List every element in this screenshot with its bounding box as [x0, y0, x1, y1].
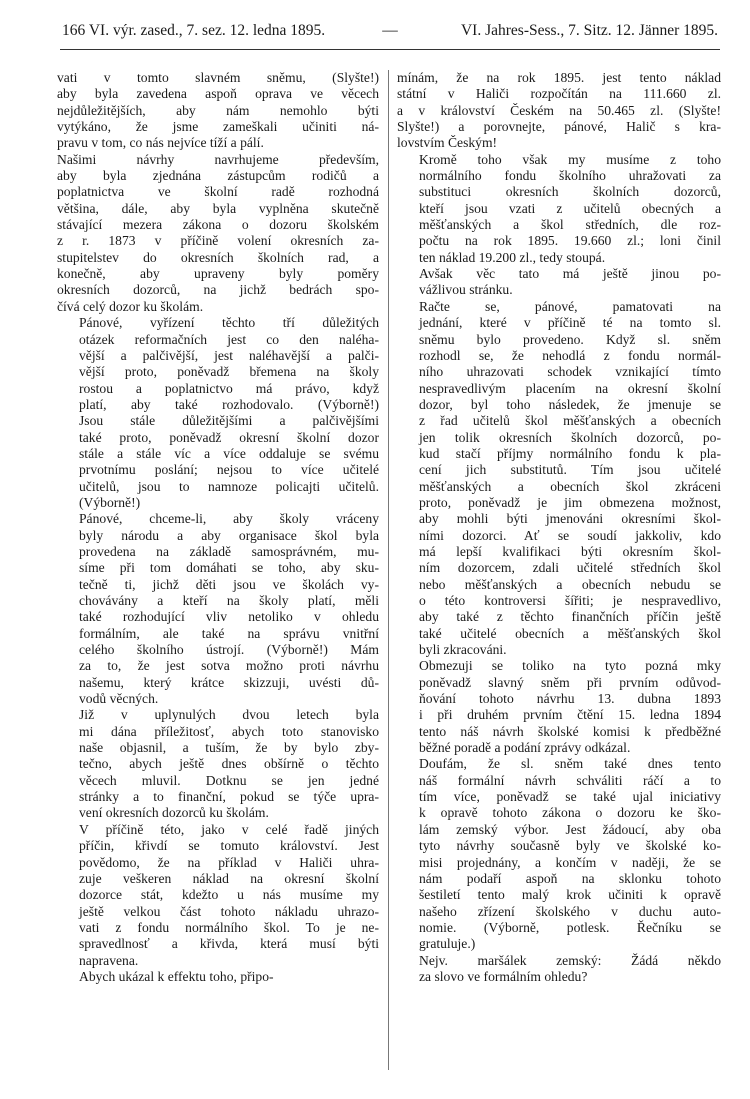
text-line: náš formální návrh schváliti ráčí a to — [419, 772, 721, 788]
text-line: měšťanských a obecních škol zkráceni — [419, 478, 721, 494]
text-line: učitelů, jsou to namnoze policajti učitelů. — [79, 478, 379, 494]
text-line: formálním, ale také na správu vnitřní — [79, 625, 379, 641]
header-rule — [60, 49, 720, 50]
text-line: státní v Haliči rozpočítán na 111.660 zl. — [397, 86, 721, 102]
paragraph — [397, 953, 721, 986]
text-line: mi dána příležitosť, abych toto stanovisko — [79, 723, 379, 739]
text-line: ten náklad 19.200 zl., tedy stoupá. — [419, 249, 606, 265]
paragraph — [57, 152, 379, 315]
text-line: konečně, aby upraveny byly poměry — [57, 266, 379, 282]
text-line: Kromě toho však my musíme z toho — [419, 151, 721, 167]
text-line: otázek reformačních jest co den naléha- — [79, 331, 379, 347]
paragraph — [57, 969, 379, 985]
text-line: i při druhém prvním čtění 15. ledna 1894 — [419, 707, 721, 723]
text-line: aby také z těchto finančních příčin ještě — [419, 609, 721, 625]
text-line: většina, dále, aby byla vyplněna skutečně — [57, 200, 379, 216]
text-line: kteří jsou vzati z učitelů obecných a — [419, 200, 721, 216]
text-line: Obmezuji se toliko na tyto pozná mky — [419, 658, 721, 674]
text-line: gratuluje.) — [419, 936, 476, 952]
text-line: dozor, byl toho následek, že jmenuje se — [419, 396, 721, 412]
text-line: stále a stále víc a více oddaluje se svému — [79, 445, 379, 461]
text-line: nespravedlivým placením na okresní školní — [419, 380, 721, 396]
paragraph — [397, 266, 721, 299]
left-column — [57, 70, 379, 985]
header-left: 166 VI. výr. zased., 7. sez. 12. ledna 1895. — [62, 22, 326, 39]
text-line: našemu, který krátce skizzuji, uvésti dů- — [79, 674, 379, 690]
text-line: provedena na základě samosprávném, mu- — [79, 543, 379, 559]
text-line: ještě velkou část tohoto nákladu uhrazo- — [79, 903, 379, 919]
text-line: a v království Českém na 50.465 zl. (Slyšte! — [397, 102, 721, 118]
text-line: stávající mezera zákona o dozoru školském — [57, 217, 379, 233]
text-line: spravedlnosť a křivda, která musí býti — [79, 936, 379, 952]
paragraph — [397, 152, 721, 266]
text-line: ního uhrazovati schodek vznikající tímto — [419, 364, 721, 380]
text-line: Doufám, že sl. sněm také dnes tento — [419, 756, 721, 772]
text-line: věcech mluvil. Dotknu se jen jedné — [79, 772, 379, 788]
right-column — [397, 70, 721, 985]
text-line: lám zemský výbor. Jest žádoucí, aby oba — [419, 821, 721, 837]
text-line: aby byla zjednána zástupcům rodičů a — [57, 168, 379, 184]
text-line: proto, poněvadž je jim obmezena možnost, — [419, 494, 721, 510]
text-line: příčin, křivdí se tomuto království. Jest — [79, 838, 379, 854]
text-line: rostou a poplatnictvo má právo, když — [79, 380, 379, 396]
text-line: ňování tohoto návrhu 13. dubna 1893 — [419, 691, 721, 707]
text-line: misi projednány, a končím v naději, že se — [419, 854, 721, 870]
text-line: V příčině této, jako v celé řadě jiných — [79, 821, 379, 837]
text-line: vení okresních dozorců ku školám. — [79, 805, 269, 821]
text-line: také učitelé obecních a měšťanských škol — [419, 625, 721, 641]
text-line: dozorce stát, kdežto u nás musíme my — [79, 887, 379, 903]
text-line: Pánové, chceme-li, aby školy vráceny — [79, 511, 379, 527]
text-line: naše objasnil, a tuším, že by bylo zby- — [79, 740, 379, 756]
text-line: normálního fondu školního uhražovati za — [419, 168, 721, 184]
text-line: ními dozorci. Ať se soudí jakkoliv, kdo — [419, 527, 721, 543]
text-line: nám podaří aspoň na sklonku tohoto — [419, 870, 721, 886]
text-line: vati z fondu normálního škol. To je ne- — [79, 919, 379, 935]
text-line: tečno, abych ještě dnes obšírně o těchto — [79, 756, 379, 772]
paragraph — [57, 511, 379, 707]
text-line: nejdůležitějších, aby nám nemohlo býti — [57, 102, 379, 118]
text-line: prvotnímu poslání; nejsou to více učitelé — [79, 462, 379, 478]
text-line: byli zkracováni. — [419, 642, 507, 658]
header-right: VI. Jahres-Sess., 7. Sitz. 12. Jänner 1895. — [460, 22, 718, 39]
text-line: stránky a to finanční, pokud se týče upra- — [79, 789, 379, 805]
text-line: Již v uplynulých dvou letech byla — [79, 707, 379, 723]
text-line: nomie. (Výborně, potlesk. Řečníku se — [419, 919, 721, 935]
text-line: našeho zřízení školského v duchu auto- — [419, 903, 721, 919]
text-line: ním dozorcem, zdali učitelé středních škol — [419, 560, 721, 576]
text-line: šestiletí tento malý krok učiniti k opravě — [419, 887, 721, 903]
text-line: také rozhodující vliv netoliko v ohledu — [79, 609, 379, 625]
text-line: k opravě tohoto zákona o dozoru ke ško- — [419, 805, 721, 821]
text-line: chovávány a kteří na školy platí, měli — [79, 593, 379, 608]
text-line: vytýkáno, že jsme zameškali učiniti ná- — [57, 119, 379, 135]
text-line: vodů věcných. — [79, 691, 159, 707]
paragraph — [397, 658, 721, 756]
text-line: za to, že jest sotva možno proti návrhu — [79, 658, 379, 674]
text-line: Abych ukázal k effektu toho, připo- — [79, 968, 274, 984]
text-line: nebo měšťanských a obecních nebudu se — [419, 576, 721, 592]
text-line: zuje veškeren náklad na okresní školní — [79, 870, 379, 886]
text-line: pravu v tom, co nás nejvíce tíží a pálí. — [57, 135, 264, 151]
header-dash: — — [382, 22, 398, 39]
text-line: čívá celý dozor ku školám. — [57, 298, 204, 314]
text-line: tyto návrhy současně byly ve školské ko- — [419, 838, 721, 854]
text-line: vější a palčivější, jest naléhavější a palči- — [79, 347, 379, 363]
text-line: za slovo ve formálním ohledu? — [419, 968, 588, 984]
text-line: napravena. — [79, 952, 139, 968]
text-line: substituci okresních školních dozorců, — [419, 184, 721, 200]
text-line: Našimi návrhy navrhujeme především, — [57, 151, 379, 167]
text-line: poněvadž slavný sněm při prvním odůvod- — [419, 674, 721, 690]
text-line: běžné poradě a podání zprávy odkázal. — [419, 740, 631, 756]
text-line: také proto, poněvadž okresní školní dozor — [79, 429, 379, 445]
text-line: Avšak věc tato má ještě jinou po- — [419, 266, 721, 282]
text-line: Nejv. maršálek zemský: Žádá někdo — [419, 952, 721, 968]
paragraph — [57, 70, 379, 152]
text-line: síme při tom domáhati se toho, aby sku- — [79, 560, 379, 576]
text-line: počtu na rok 1895. 19.660 zl.; loni činil — [419, 233, 721, 249]
text-line: Pánové, vyřízení těchto tří důležitých — [79, 315, 379, 331]
page-header — [62, 22, 718, 46]
text-line: vější proto, poněvadž břemena na školy — [79, 364, 379, 380]
text-line: Jsou stále důležitějšími a palčivějšími — [79, 413, 379, 429]
text-line: mínám, že na rok 1895. jest tento náklad — [397, 70, 721, 85]
paragraph — [57, 315, 379, 511]
text-line: Slyšte!) a porovnejte, pánové, Halič s kra- — [397, 119, 721, 135]
text-line: okresních dozorců, na jichž bedrách spo- — [57, 282, 379, 298]
paragraph — [57, 707, 379, 821]
paragraph — [397, 756, 721, 952]
text-line: cení jich substitutů. Tím jsou učitelé — [419, 462, 721, 478]
text-line: aby mohli býti jmenováni okresními škol- — [419, 511, 721, 527]
text-line: jednání, které v příčině té na tomto sl. — [419, 315, 721, 331]
text-line: platí, aby také rozhodovalo. (Výborně!) — [79, 396, 379, 412]
text-line: tečně ti, jichž děti jsou ve školách vy- — [79, 576, 379, 592]
text-line: jen tolik okresních školních dozorců, po- — [419, 429, 721, 445]
paragraph — [397, 70, 721, 152]
text-line: z r. 1873 v příčině volení okresních za- — [57, 233, 379, 249]
text-line: sněmu bylo provedeno. Když sl. sněm — [419, 331, 721, 347]
text-line: byly národu a aby organisace škol byla — [79, 527, 379, 543]
text-line: celého školního ústrojí. (Výborně!) Mám — [79, 642, 379, 658]
text-line: tím více, poněvadž se také ujal iniciativy — [419, 789, 721, 805]
text-line: poplatnictva ve školní radě rozhodná — [57, 184, 379, 200]
paragraph — [57, 822, 379, 969]
text-line: (Výborně!) — [79, 494, 141, 510]
paragraph — [397, 299, 721, 659]
text-line: o této kontroversi šířiti; je nespravedlivo, — [419, 593, 721, 608]
text-line: rozhodl se, že nehodlá z fondu normál- — [419, 347, 721, 363]
text-line: vati v tomto slavném sněmu, (Slyšte!) — [57, 70, 379, 85]
text-line: z řad učitelů škol měšťanských a obecních — [419, 413, 721, 429]
text-line: povědomo, že na příklad v Haliči uhra- — [79, 854, 379, 870]
column-divider — [388, 70, 389, 1070]
text-line: měšťanských a škol středních, dle roz- — [419, 217, 721, 233]
text-line: lovstvím Českým! — [397, 135, 498, 151]
text-line: aby byla zavedena aspoň oprava ve věcech — [57, 86, 379, 102]
text-line: tento náš návrh školské komisi k předběžné — [419, 723, 721, 739]
text-line: stupitelstev do okresních školních rad, a — [57, 249, 379, 265]
text-line: kud stačí příjmy normálního fondu k pla- — [419, 445, 721, 461]
text-line: Račte se, pánové, pamatovati na — [419, 298, 721, 314]
text-line: vážlivou stránku. — [419, 282, 513, 298]
text-line: má lepší kvalifikaci býti okresním škol- — [419, 543, 721, 559]
